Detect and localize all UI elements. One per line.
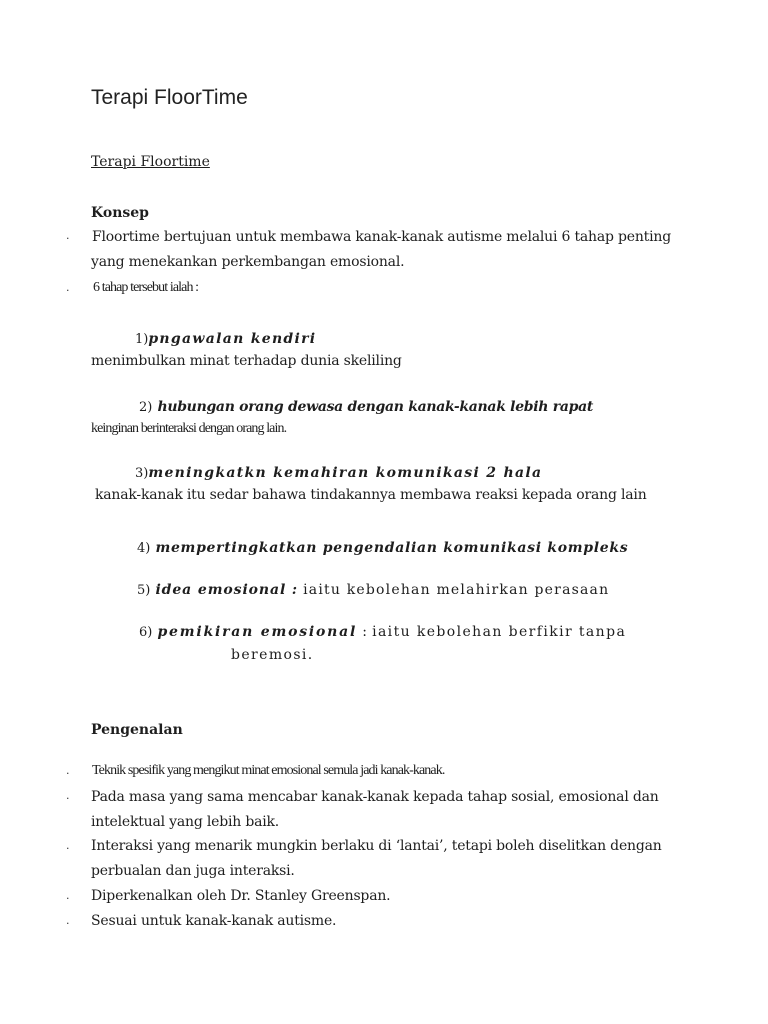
pengenalan-bullet-2-line-2: intelektual yang lebih baik. [91,814,280,830]
bullet-marker: · [66,284,70,297]
konsep-bullet-1-line-1: Floortime bertujuan untuk membawa kanak-kanak autisme melalui 6 tahap penting [92,229,671,245]
stage-6-description: iaitu kebolehan berfikir tanpa [372,624,627,640]
stage-4-title: mempertingkatkan pengendalian komunikasi kompleks [155,540,629,556]
stage-3-title: meningkatkn kemahiran komunikasi 2 hala [148,465,543,481]
stage-1-number: 1) [135,332,149,347]
pengenalan-bullet-2-line-1: Pada masa yang sama mencabar kanak-kanak kepada tahap sosial, emosional dan [91,789,659,805]
konsep-bullet-1-line-2: yang menekankan perkembangan emosional. [91,254,405,270]
stage-5-title: idea emosional : [155,582,299,598]
stage-3-number: 3) [135,466,149,481]
bullet-marker: · [66,917,70,930]
bullet-marker: · [66,792,70,805]
stage-2-number: 2) [139,400,153,415]
stage-6-title: pemikiran emosional [157,624,358,640]
stage-1-title: pngawalan kendiri [148,331,317,347]
section-subtitle: Terapi Floortime [91,154,210,170]
document-title: Terapi FloorTime [91,86,248,109]
stage-6-separator: : [362,624,367,640]
konsep-bullet-2: 6 tahap tersebut ialah : [93,280,199,295]
stage-1-heading [135,328,316,347]
stage-5-number: 5) [137,583,151,598]
pengenalan-heading: Pengenalan [91,722,183,738]
stage-6-description-continued: beremosi. [231,647,314,663]
stage-4-number: 4) [137,541,151,556]
stage-2-heading [139,396,593,415]
konsep-heading: Konsep [91,205,149,221]
pengenalan-bullet-5: Sesuai untuk kanak-kanak autisme. [91,913,337,929]
stage-1-description: menimbulkan minat terhadap dunia skeliling [91,353,402,369]
stage-2-title: hubungan orang dewasa dengan kanak-kanak lebih rapat [157,399,594,415]
stage-4-heading [137,537,628,556]
pengenalan-bullet-3-line-2: perbualan dan juga interaksi. [91,863,295,879]
stage-3-description: kanak-kanak itu sedar bahawa tindakannya membawa reaksi kepada orang lain [95,487,647,503]
stage-5-heading [137,579,609,598]
stage-3-heading [135,462,542,481]
bullet-marker: · [66,892,70,905]
pengenalan-bullet-1: Teknik spesifik yang mengikut minat emosional semula jadi kanak-kanak. [92,763,445,778]
bullet-marker: · [66,232,70,245]
stage-5-description: iaitu kebolehan melahirkan perasaan [303,582,610,598]
stage-6-heading [139,621,626,640]
pengenalan-bullet-3-line-1: Interaksi yang menarik mungkin berlaku di ‘lantai’, tetapi boleh diselitkan dengan [91,838,662,854]
bullet-marker: · [66,842,70,855]
bullet-marker: · [66,767,70,780]
stage-6-number: 6) [139,625,153,640]
pengenalan-bullet-4: Diperkenalkan oleh Dr. Stanley Greenspan. [91,888,391,904]
stage-2-description: keinginan berinteraksi dengan orang lain. [91,421,287,436]
